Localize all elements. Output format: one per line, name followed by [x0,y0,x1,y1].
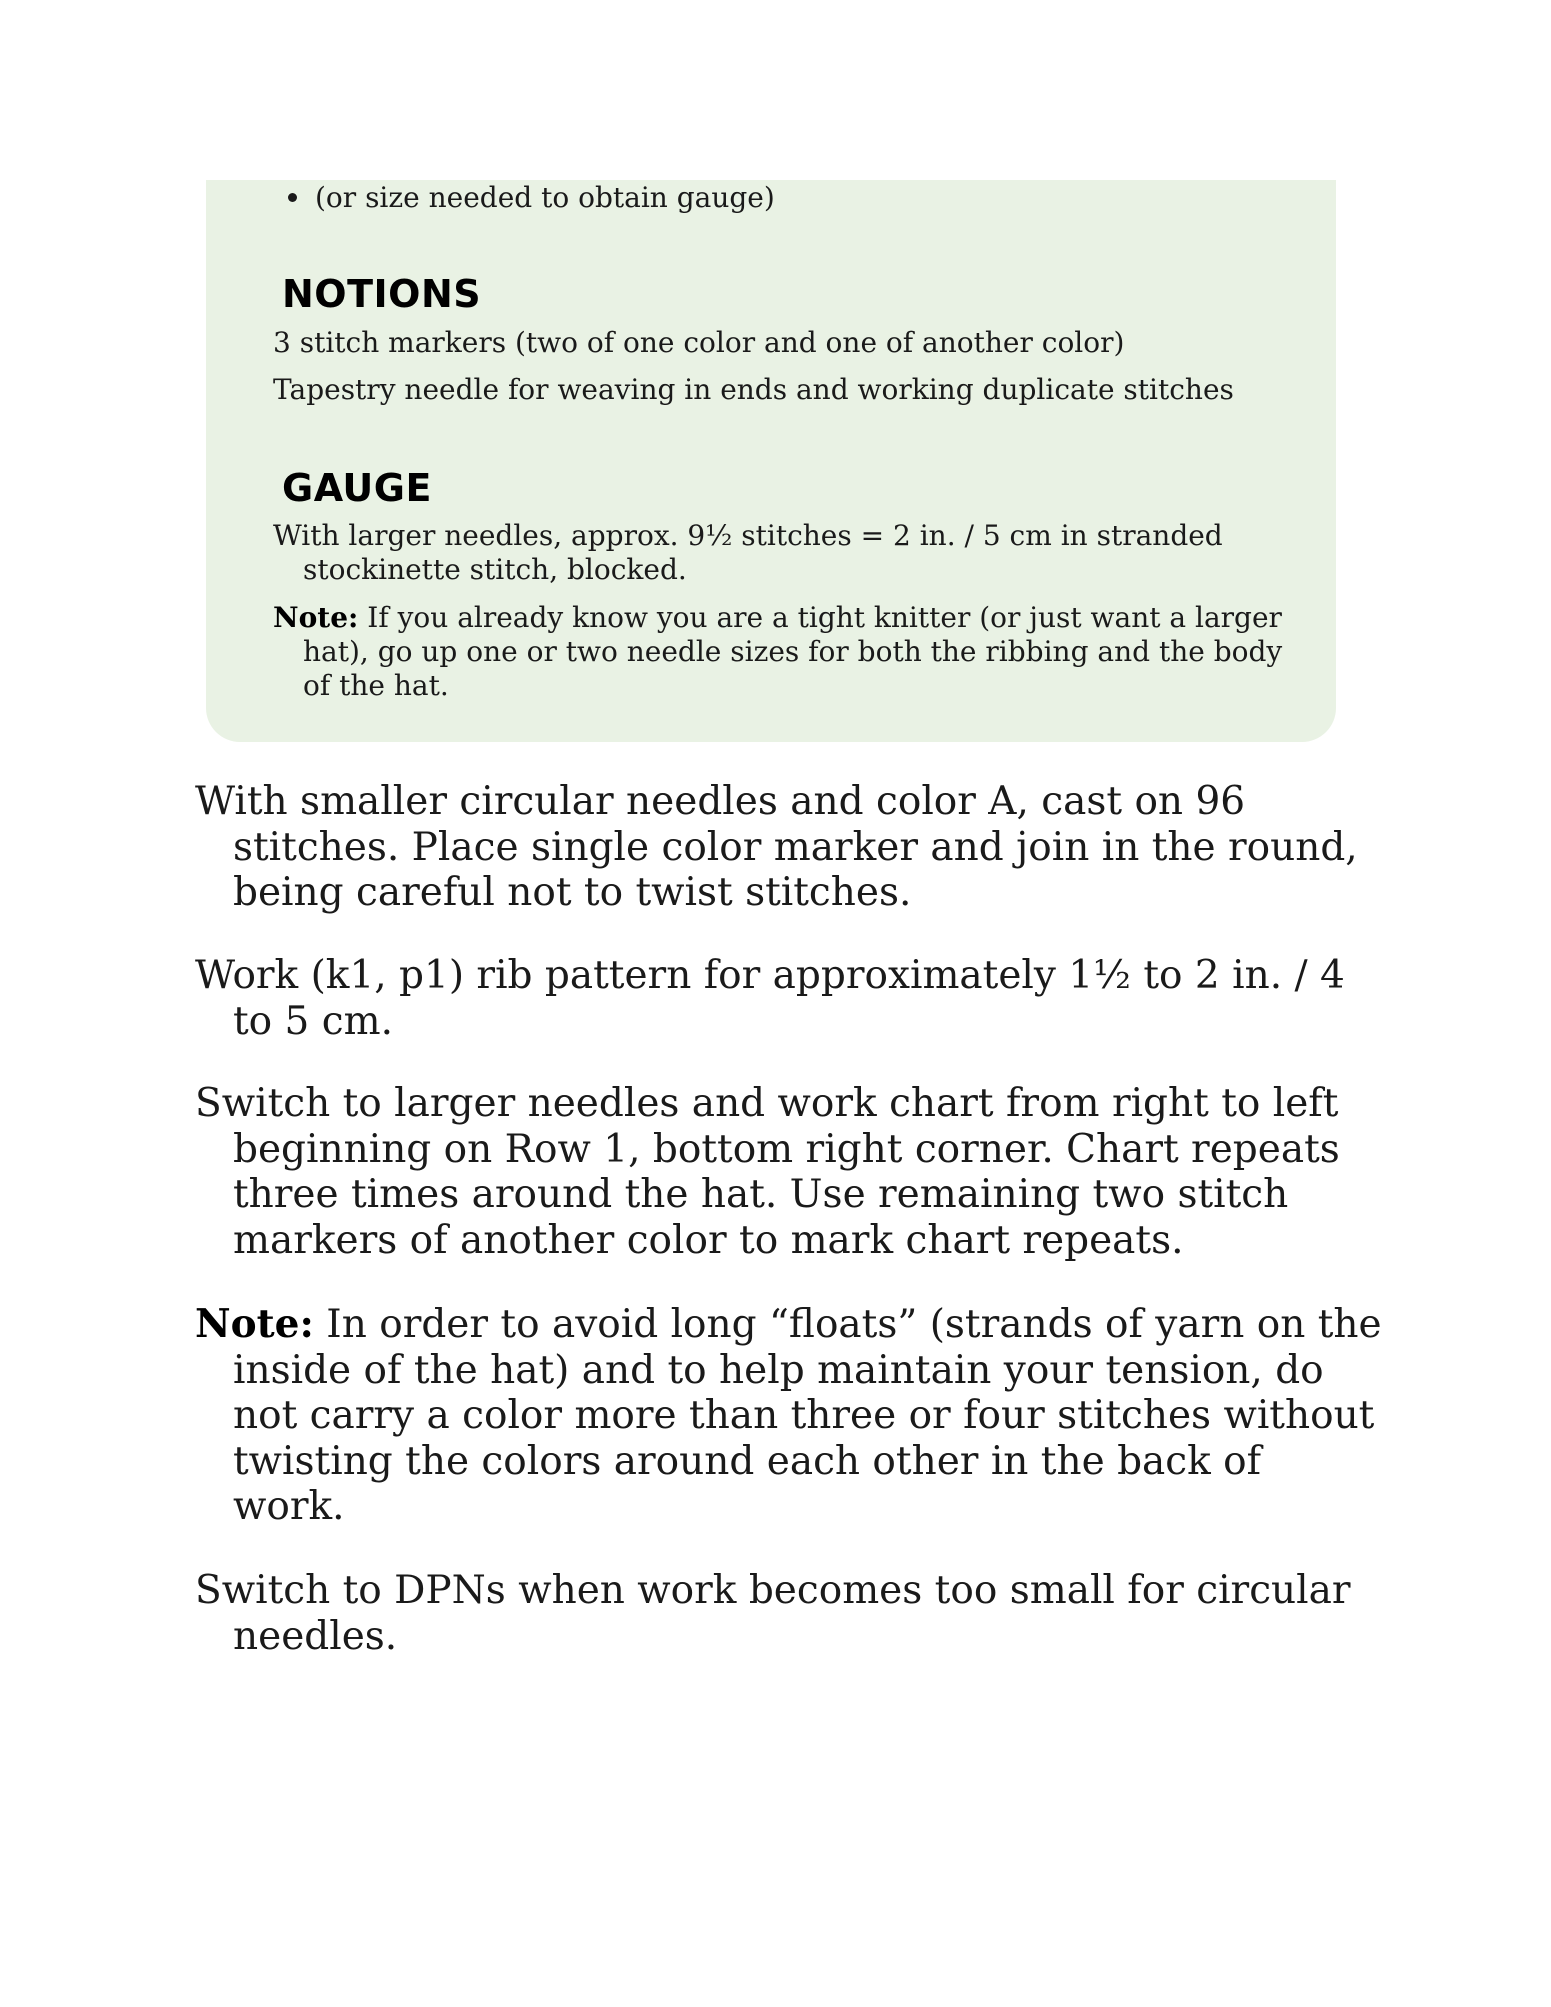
instruction-line: to 5 cm. [233,998,393,1044]
gauge-note-line: hat), go up one or two needle sizes for both the ribbing and the body [303,635,1283,668]
gauge-note-line: of the hat. [303,669,449,702]
instruction-switch-dpns [195,1568,1351,1659]
notions-item: Tapestry needle for weaving in ends and working duplicate stitches [273,373,1234,406]
gauge-line: stockinette stitch, blocked. [303,553,687,586]
instruction-line: markers of another color to mark chart repeats. [233,1217,1184,1263]
bullet-text: (or size needed to obtain gauge) [315,181,775,214]
notions-heading: NOTIONS [282,272,482,316]
instruction-line: not carry a color more than three or four stitches without [233,1393,1375,1438]
instruction-line: stitches. Place single color marker and join in the round, [233,824,1358,870]
instruction-line: three times around the hat. Use remaining two stitch [233,1172,1289,1217]
note-label: Note: [195,1301,314,1347]
gauge-note-line [273,601,1313,635]
gauge-note [273,601,1313,703]
instruction-line: Work (k1, p1) rib pattern for approximately 1½ to 2 in. / 4 [195,953,1345,998]
instruction-line [195,1302,1382,1348]
instruction-line: Switch to DPNs when work becomes too small for circular [195,1568,1351,1613]
gauge-paragraph [273,519,1313,587]
instruction-line: Switch to larger needles and work chart from right to left [195,1081,1339,1126]
notions-item: 3 stitch markers (two of one color and one of another color) [273,326,1125,359]
instruction-line: needles. [233,1613,398,1659]
instruction-line: twisting the colors around each other in the back of [233,1438,1262,1484]
instruction-line: beginning on Row 1, bottom right corner. Chart repeats [233,1126,1340,1172]
gauge-heading: GAUGE [282,466,432,510]
note-label: Note: [273,601,359,634]
instruction-cast-on [195,779,1358,916]
needle-size-bullet [288,180,775,216]
note-text: In order to avoid long “floats” (strands of yarn on the [313,1302,1382,1347]
instruction-line: inside of the hat) and to help maintain your tension, do [233,1347,1324,1393]
instruction-line: With smaller circular needles and color A, cast on 96 [195,779,1246,824]
instruction-note-floats [195,1302,1382,1530]
instruction-line: work. [233,1484,345,1529]
instruction-ribbing [195,953,1345,1044]
instruction-chart [195,1081,1340,1263]
gauge-note-text: If you already know you are a tight knitter (or just want a larger [358,601,1282,634]
instruction-line: being careful not to twist stitches. [233,870,912,915]
bullet-icon [288,193,297,202]
gauge-line: With larger needles, approx. 9½ stitches = 2 in. / 5 cm in stranded [273,519,1223,552]
